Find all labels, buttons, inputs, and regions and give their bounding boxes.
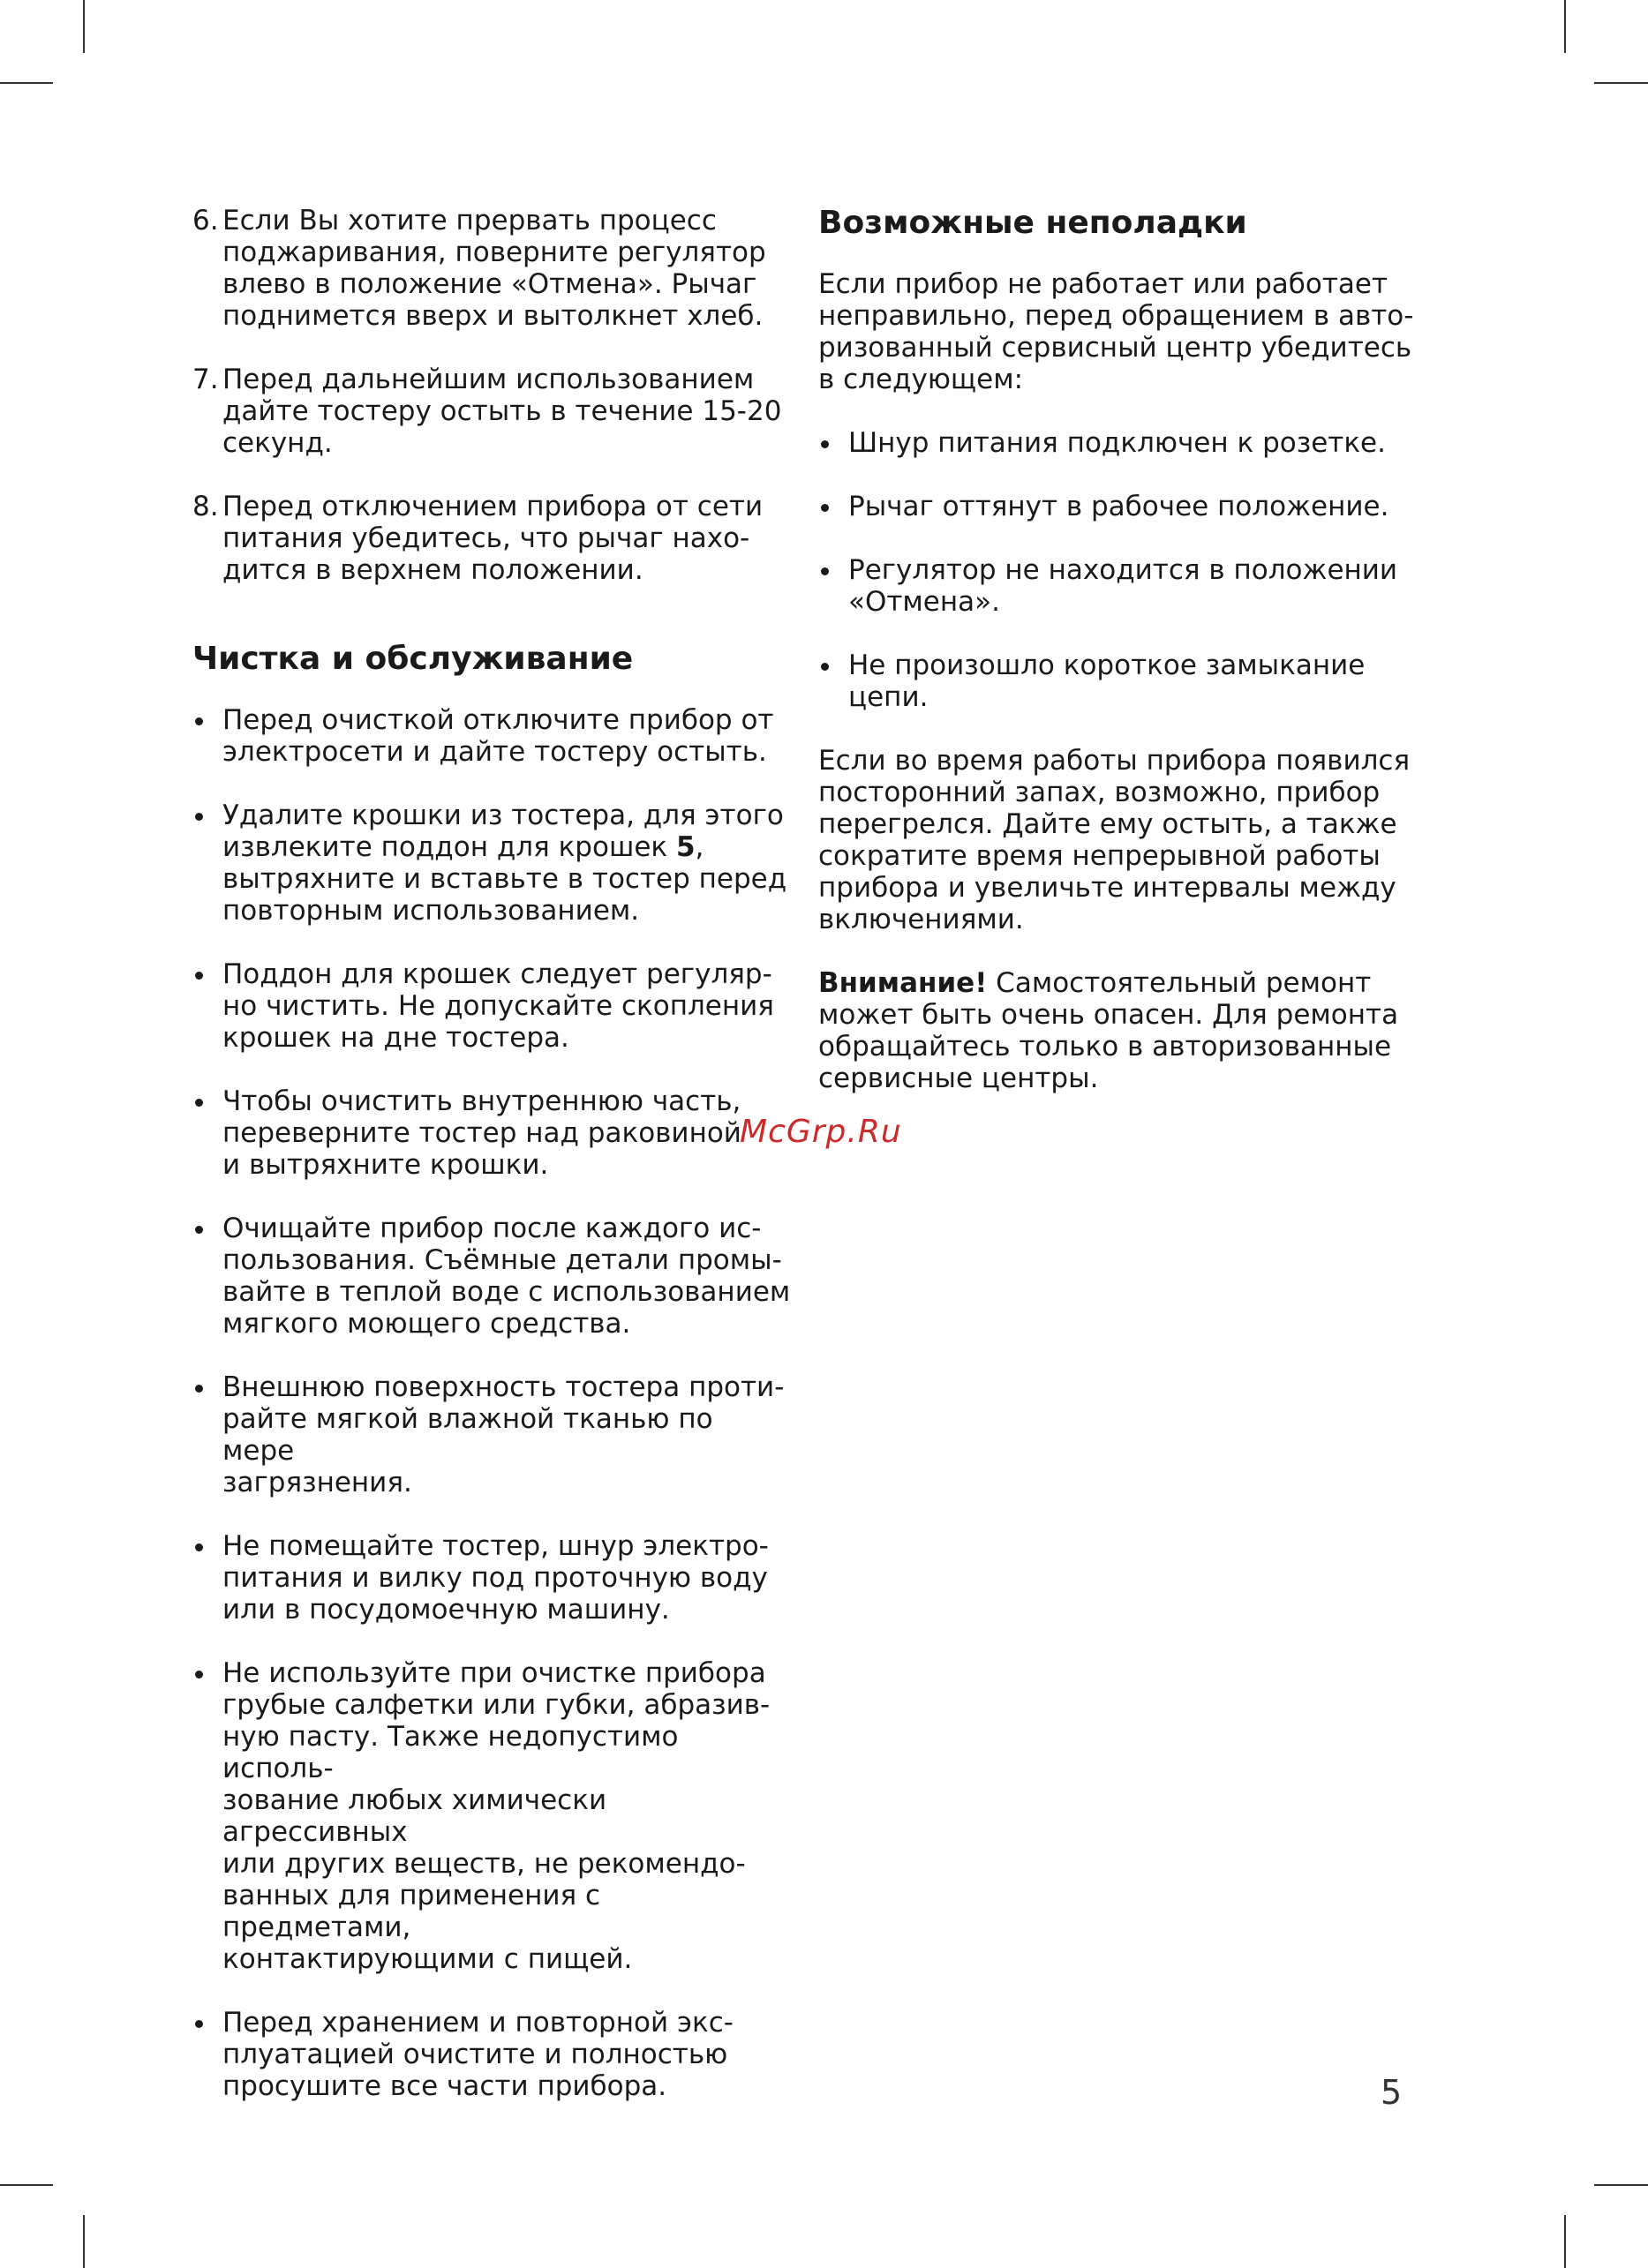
bullet-text: Не произошло короткое замыкание цепи.	[848, 650, 1366, 713]
cleaning-bullet	[192, 1213, 793, 1340]
part-number: 5	[675, 831, 696, 863]
cleaning-bullet	[192, 958, 793, 1054]
cleaning-heading: Чистка и обслуживание	[192, 641, 634, 677]
bullet-text: Шнур питания подключен к розетке.	[848, 427, 1386, 459]
bullet-text	[222, 800, 793, 927]
numbered-item-8	[192, 491, 793, 586]
cleaning-bullet	[192, 1371, 793, 1498]
page-number: 5	[1381, 2073, 1403, 2112]
bullet-text-after: , вытряхните и вставьте в тостер перед повторным использованием.	[222, 831, 787, 927]
bullet-icon	[821, 567, 829, 575]
crop-mark-top-left-horizontal	[0, 82, 53, 84]
item-text: Перед отключением прибора от сети питания убедитесь, что рычаг нахо- дится в верхнем положении.	[222, 491, 764, 586]
cleaning-bullet	[192, 1657, 793, 1975]
overheat-note: Если во время работы прибора появился посторонний запах, возможно, прибор перегрелся. Дайте ему остыть, а также сократите время непрерывной работы прибора и увеличьте интервалы между включениями.	[818, 745, 1411, 935]
warning-text: Самостоятельный ремонт может быть очень опасен. Для ремонта обращайтесь только в авторизованные сервисные центры.	[818, 967, 1399, 1094]
bullet-text-before: Удалите крошки из тостера, для этого извлеките поддон для крошек	[222, 800, 784, 863]
bullet-icon	[195, 1385, 203, 1393]
bullet-icon	[195, 2020, 203, 2028]
item-text: Если Вы хотите прервать процесс поджаривания, поверните регулятор влево в положение «Отмена». Рычаг поднимется вверх и вытолкнет хлеб.	[222, 205, 766, 332]
bullet-icon	[821, 663, 829, 671]
bullet-icon	[195, 1671, 203, 1678]
bullet-text: Внешнюю поверхность тостера проти- райте мягкой влажной тканью по мере загрязнения.	[222, 1371, 785, 1498]
bullet-text: Регулятор не находится в положении «Отмена».	[848, 554, 1398, 618]
crop-mark-bottom-left-horizontal	[0, 2184, 53, 2186]
bullet-icon	[195, 972, 203, 980]
warning-paragraph	[818, 967, 1436, 1094]
cleaning-bullet	[192, 2007, 793, 2102]
bullet-text: Чтобы очистить внутреннюю часть, переверните тостер над раковиной и вытряхните крошки.	[222, 1085, 741, 1181]
crop-mark-top-right-vertical	[1564, 0, 1566, 53]
bullet-icon	[195, 1543, 203, 1551]
troubleshooting-heading: Возможные неполадки	[818, 205, 1247, 241]
bullet-icon	[195, 1099, 203, 1107]
cleaning-bullet	[192, 704, 793, 768]
bullet-icon	[195, 1226, 203, 1234]
right-column	[818, 205, 1436, 1094]
crop-mark-bottom-right-vertical	[1564, 2215, 1566, 2268]
check-bullet	[818, 491, 1436, 522]
bullet-text: Не используйте при очистке прибора грубые салфетки или губки, абразив- ную пасту. Также недопустимо исполь- зование любых химически агрессивных или других веществ, не рекомендо- ванных для применения с предметами, контактирующими с пищей.	[222, 1657, 771, 1975]
check-bullet	[818, 427, 1436, 459]
warning-label: Внимание!	[818, 967, 988, 999]
item-text: Перед дальнейшим использованием дайте тостеру остыть в течение 15-20 секунд.	[222, 364, 782, 459]
bullet-icon	[821, 504, 829, 512]
bullet-icon	[195, 717, 203, 725]
troubleshooting-intro: Если прибор не работает или работает неправильно, перед обращением в авто- ризованный сервисный центр убедитесь в следующем:	[818, 268, 1414, 395]
watermark: McGrp.Ru	[740, 1114, 902, 1150]
bullet-text: Не помещайте тостер, шнур электро- питания и вилку под проточную воду или в посудомоечную машину.	[222, 1530, 769, 1626]
numbered-item-7	[192, 364, 793, 459]
bullet-icon	[821, 440, 829, 448]
bullet-text: Рычаг оттянут в рабочее положение.	[848, 491, 1389, 522]
item-number: 8.	[192, 491, 219, 522]
crop-mark-top-right-horizontal	[1594, 82, 1648, 84]
left-column	[192, 205, 793, 2102]
crop-mark-bottom-left-vertical	[83, 2215, 85, 2268]
crop-mark-top-left-vertical	[83, 0, 85, 53]
check-bullet	[818, 554, 1436, 618]
crop-mark-bottom-right-horizontal	[1594, 2184, 1648, 2186]
item-number: 7.	[192, 364, 219, 395]
numbered-item-6	[192, 205, 793, 332]
cleaning-bullet	[192, 1530, 793, 1626]
cleaning-bullet	[192, 800, 793, 927]
bullet-text: Перед очисткой отключите прибор от электросети и дайте тостеру остыть.	[222, 704, 774, 768]
cleaning-bullet	[192, 1085, 793, 1181]
item-number: 6.	[192, 205, 219, 237]
check-bullet	[818, 650, 1436, 713]
bullet-text: Очищайте прибор после каждого ис- пользования. Съёмные детали промы- вайте в теплой воде с использованием мягкого моющего средства.	[222, 1213, 791, 1340]
bullet-text: Перед хранением и повторной экс- плуатацией очистите и полностью просушите все части прибора.	[222, 2007, 734, 2102]
bullet-text: Поддон для крошек следует регуляр- но чистить. Не допускайте скопления крошек на дне тостера.	[222, 958, 774, 1054]
bullet-icon	[195, 813, 203, 821]
